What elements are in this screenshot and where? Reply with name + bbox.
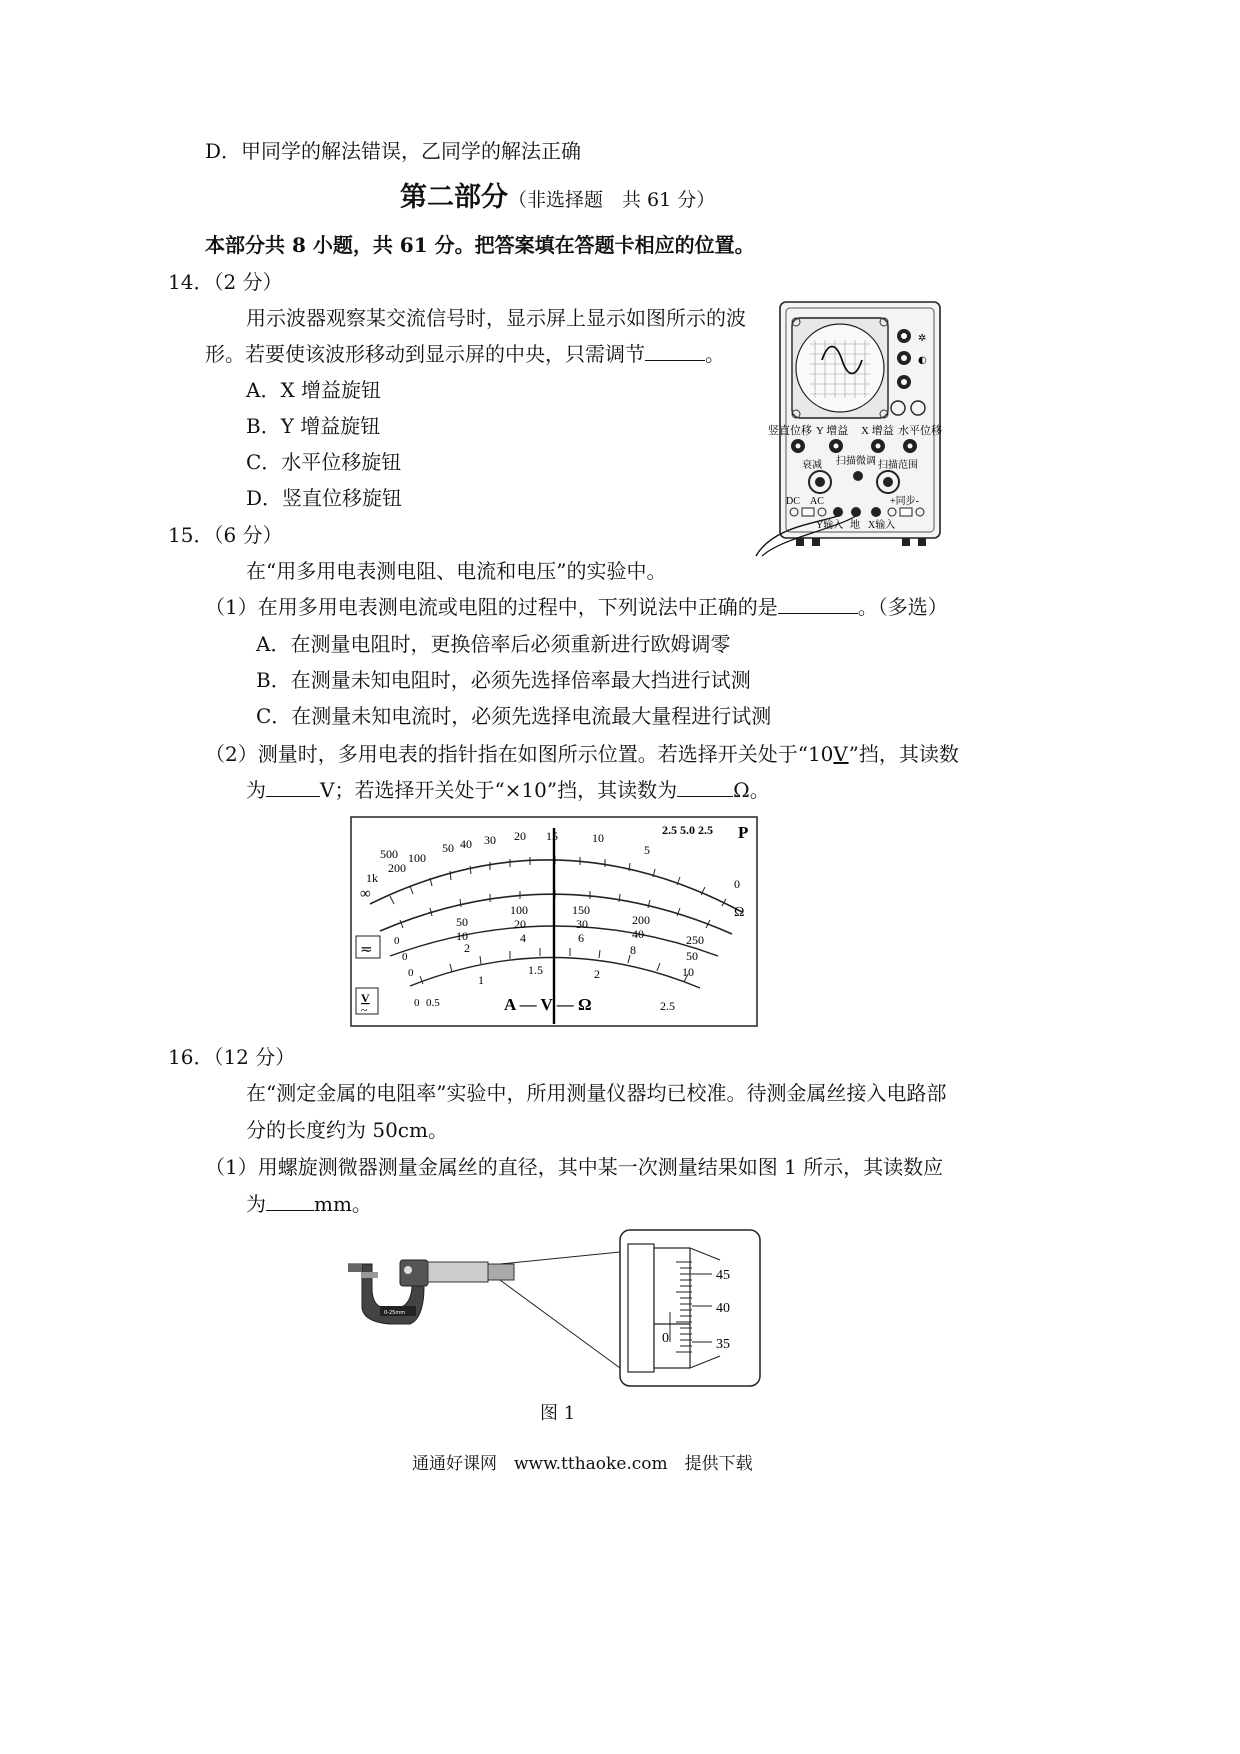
input-terminals[interactable]	[790, 507, 924, 517]
dc-a-0: 0	[394, 935, 400, 947]
dc-b-0: 0	[402, 951, 408, 963]
ohm-label-40: 40	[460, 837, 472, 851]
label-y-input: Y输入	[816, 520, 844, 531]
ac-1: 1	[478, 973, 484, 987]
q14-line1: 用示波器观察某交流信号时，显示屏上显示如图所示的波	[246, 306, 746, 330]
q15-part2-text: （2）测量时，多用电表的指针指在如图所示位置。若选择开关处于“10	[205, 742, 834, 766]
ac-0-5: 0.5	[426, 997, 440, 1009]
dc-c-4: 4	[520, 931, 526, 945]
ohm-label-5: 5	[644, 843, 650, 857]
q14-line2	[205, 342, 725, 366]
ohm-infinity: ∞	[360, 886, 371, 902]
label-dc: DC	[786, 496, 800, 507]
q15-part1-blank[interactable]	[778, 595, 858, 614]
label-sweep-fine: 扫描微调	[836, 456, 876, 467]
q16-part1-l2b: mm。	[314, 1192, 372, 1216]
q15-range-v: V	[833, 742, 849, 766]
q15-part2-l2a: 为	[246, 778, 266, 802]
label-sweep-range: 扫描范围	[878, 460, 918, 471]
dc-mark: ≂	[360, 942, 373, 958]
micrometer-device	[348, 1260, 514, 1324]
dc-c-8: 8	[630, 943, 636, 957]
ac-2: 2	[594, 967, 600, 981]
part2-subtitle: （非选择题 共 61 分）	[508, 189, 716, 211]
q16-part1-l2a: 为	[246, 1192, 266, 1216]
label-ac: AC	[810, 496, 824, 507]
dc-a-50: 50	[456, 915, 468, 929]
oscilloscope-figure	[752, 298, 948, 560]
q15-part2-text-end: ”挡，其读数	[848, 742, 959, 766]
q14-answer-blank[interactable]	[645, 342, 705, 361]
footer-source: 通通好课网 www.tthaoke.com 提供下载	[412, 1454, 753, 1474]
label-vertical-position: 竖直位移	[768, 425, 812, 437]
q15-part2-line1	[205, 742, 959, 766]
q15-part2-l2b: V；若选择开关处于“×10”挡，其读数为	[320, 778, 678, 802]
meter-bottom-label: A — V — Ω	[504, 995, 592, 1014]
q14-header: 14．（2 分）	[168, 270, 283, 294]
q15-part2-l2c: Ω。	[733, 778, 770, 802]
dc-c-10: 10	[682, 965, 694, 979]
dc-b-10: 10	[456, 929, 468, 943]
q15-option-b: B．在测量未知电阻时，必须先选择倍率最大挡进行试测	[256, 668, 751, 692]
q16-intro-line2: 分的长度约为 50cm。	[246, 1118, 448, 1142]
omega-mark: Ω	[734, 905, 745, 920]
q15-resistance-blank[interactable]	[677, 778, 733, 797]
micrometer-figure	[340, 1226, 770, 1392]
part2-intro: 本部分共 8 小题，共 61 分。把答案填在答题卡相应的位置。	[205, 233, 755, 257]
q16-part1-line1: （1）用螺旋测微器测量金属丝的直径，其中某一次测量结果如图 1 所示，其读数应	[205, 1155, 944, 1179]
dc-a-100: 100	[510, 903, 528, 917]
q15-part2-line2	[246, 778, 770, 802]
ohm-label-15: 15	[546, 829, 558, 843]
svg-text:0-25mm: 0-25mm	[384, 1310, 406, 1316]
q14-option-c: C．水平位移旋钮	[246, 450, 402, 474]
q15-voltage-blank[interactable]	[266, 778, 320, 797]
dc-c-0: 0	[408, 967, 414, 979]
ohm-label-50: 50	[442, 841, 454, 855]
meter-p-mark: P	[738, 823, 749, 842]
micrometer-tick-45: 45	[716, 1268, 730, 1283]
q15-part1-end: 。（多选）	[857, 595, 948, 619]
q14-line2-text: 形。若要使该波形移动到显示屏的中央，只需调节	[205, 342, 645, 366]
dc-b-50: 50	[686, 949, 698, 963]
ac-mark-v: V	[361, 991, 370, 1005]
dc-a-150: 150	[572, 903, 590, 917]
ohm-label-500: 500	[380, 847, 398, 861]
label-x-input: X输入	[868, 520, 896, 531]
ohm-label-10: 10	[592, 831, 604, 845]
q16-intro-line1: 在“测定金属的电阻率”实验中，所用测量仪器均已校准。待测金属丝接入电路部	[246, 1081, 947, 1105]
dc-b-40: 40	[632, 927, 644, 941]
figure-1-caption: 图 1	[540, 1403, 576, 1424]
ohm-label-30: 30	[484, 833, 496, 847]
label-x-gain: X 增益	[861, 425, 894, 437]
label-horizontal-position: 水平位移	[898, 425, 942, 437]
ohm-label-1k: 1k	[366, 871, 378, 885]
label-attenuation: 衰减	[802, 460, 822, 471]
svg-text:✲: ✲	[918, 333, 927, 344]
q15-part1-text: （1）在用多用电表测电流或电阻的过程中，下列说法中正确的是	[205, 595, 778, 619]
q16-part1-line2	[246, 1192, 372, 1216]
q14-line2-end: 。	[705, 342, 725, 366]
q15-header: 15．（6 分）	[168, 523, 283, 547]
svg-text:◐: ◐	[918, 355, 927, 366]
ac-0: 0	[414, 997, 420, 1009]
micrometer-zero: 0	[662, 1331, 669, 1346]
ohm-label-100: 100	[408, 851, 426, 865]
dc-c-6: 6	[578, 931, 584, 945]
multimeter-dial-figure	[350, 816, 760, 1028]
ohm-label-0: 0	[734, 877, 740, 891]
micrometer-tick-40: 40	[716, 1301, 730, 1316]
dc-c-2: 2	[464, 941, 470, 955]
q15-option-a: A．在测量电阻时，更换倍率后必须重新进行欧姆调零	[256, 632, 731, 656]
q14-option-a: A．X 增益旋钮	[246, 378, 382, 402]
q15-part1	[205, 595, 948, 619]
q16-header: 16．（12 分）	[168, 1045, 296, 1069]
dc-a-250: 250	[686, 933, 704, 947]
q14-option-d: D．竖直位移旋钮	[246, 486, 403, 510]
q14-option-b: B．Y 增益旋钮	[246, 414, 381, 438]
q15-option-c: C．在测量未知电流时，必须先选择电流最大量程进行试测	[256, 704, 772, 728]
label-sync: +同步-	[890, 496, 919, 507]
q16-diameter-blank[interactable]	[266, 1192, 314, 1211]
ac-2-5: 2.5	[660, 999, 675, 1013]
label-ground: 地	[850, 520, 860, 531]
micrometer-tick-35: 35	[716, 1337, 730, 1352]
ohm-label-200: 200	[388, 861, 406, 875]
part2-title: 第二部分	[400, 182, 508, 213]
meter-top-right: 2.5 5.0 2.5	[662, 823, 713, 837]
q15-intro: 在“用多用电表测电阻、电流和电压”的实验中。	[246, 559, 667, 583]
dc-a-200: 200	[632, 913, 650, 927]
option-d-previous: D．甲同学的解法错误，乙同学的解法正确	[205, 139, 582, 163]
dc-b-20: 20	[514, 917, 526, 931]
part2-heading	[400, 181, 715, 217]
ohm-label-20: 20	[514, 829, 526, 843]
ac-mark-tilde: ~	[361, 1003, 368, 1017]
label-y-gain: Y 增益	[816, 425, 849, 437]
ac-1-5: 1.5	[528, 963, 543, 977]
dc-b-30: 30	[576, 917, 588, 931]
